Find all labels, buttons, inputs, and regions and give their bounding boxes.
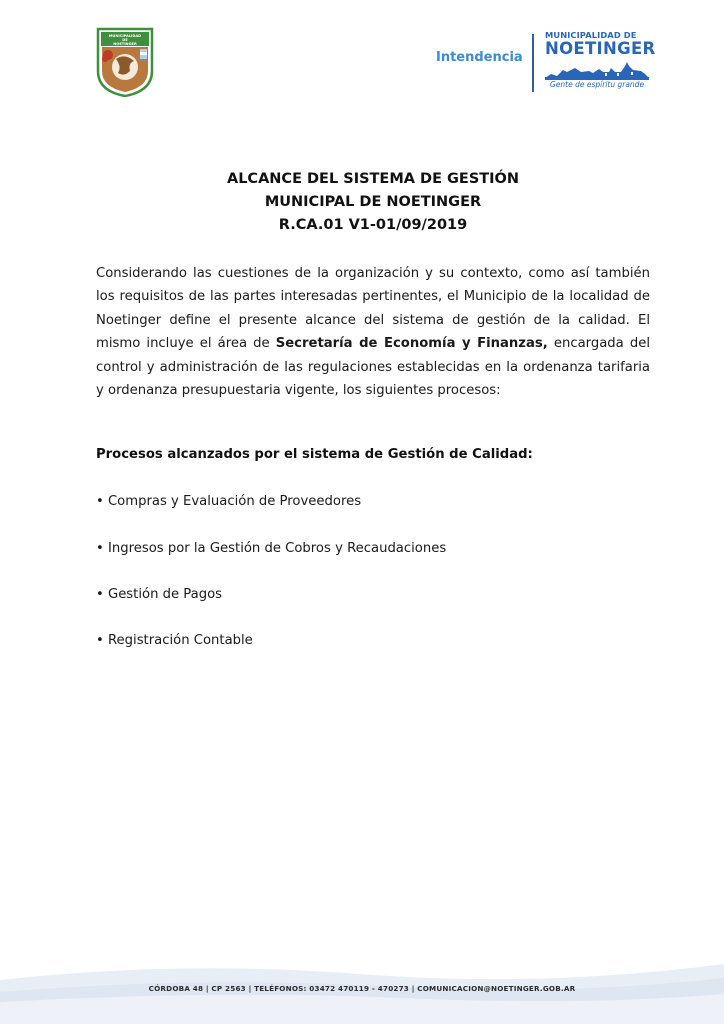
intendencia-label: Intendencia xyxy=(436,50,523,65)
processes-subheading: Procesos alcanzados por el sistema de Gestión de Calidad: xyxy=(96,447,533,462)
crest-text-line2: DE xyxy=(122,38,128,42)
brand-line2: NOETINGER xyxy=(545,39,656,58)
process-item: • Compras y Evaluación de Proveedores xyxy=(96,494,362,509)
brand-tagline: Gente de espíritu grande xyxy=(550,80,645,89)
document-title xyxy=(96,168,650,237)
process-item: • Gestión de Pagos xyxy=(96,587,223,602)
footer-wave-decoration xyxy=(0,940,724,1024)
process-item: • Ingresos por la Gestión de Cobros y Recaudaciones xyxy=(96,541,447,556)
paragraph-text-part2: encargada del control y administración de las regulaciones establecidas en la ordenanza tarifaria y ordenanza presupuestaria vigente, los siguientes procesos: xyxy=(96,336,651,399)
crest-text-line1: MUNICIPALIDAD xyxy=(108,34,142,38)
crest-text-line3: NOETINGER xyxy=(113,42,137,46)
town-skyline-icon xyxy=(545,60,649,80)
scope-paragraph xyxy=(96,262,650,402)
footer-contact-info: CÓRDOBA 48 | CP 2563 | TELÉFONOS: 03472 470119 - 470273 | COMUNICACION@NOETINGER.GOB.AR xyxy=(148,984,576,993)
municipal-crest-logo xyxy=(96,27,154,97)
title-line1: ALCANCE DEL SISTEMA DE GESTIÓN xyxy=(226,171,520,187)
brand-line1: MUNICIPALIDAD DE xyxy=(545,30,637,40)
process-item: • Registración Contable xyxy=(96,633,253,648)
title-line2: MUNICIPAL DE NOETINGER xyxy=(264,194,482,210)
municipality-brand-logo xyxy=(545,30,655,92)
paragraph-bold-area: Secretaría de Economía y Finanzas, xyxy=(275,336,548,352)
header-divider xyxy=(532,34,534,92)
paragraph-text-part1: Considerando las cuestiones de la organización y su contexto, como así también los requisitos de las partes interesadas pertinentes, el Municipio de la localidad de Noetinger define el presente alcance del sistema de gestión de la calidad. El mismo incluye el área de xyxy=(96,266,650,352)
title-line3: R.CA.01 V1-01/09/2019 xyxy=(278,217,468,233)
page-header xyxy=(0,0,724,110)
